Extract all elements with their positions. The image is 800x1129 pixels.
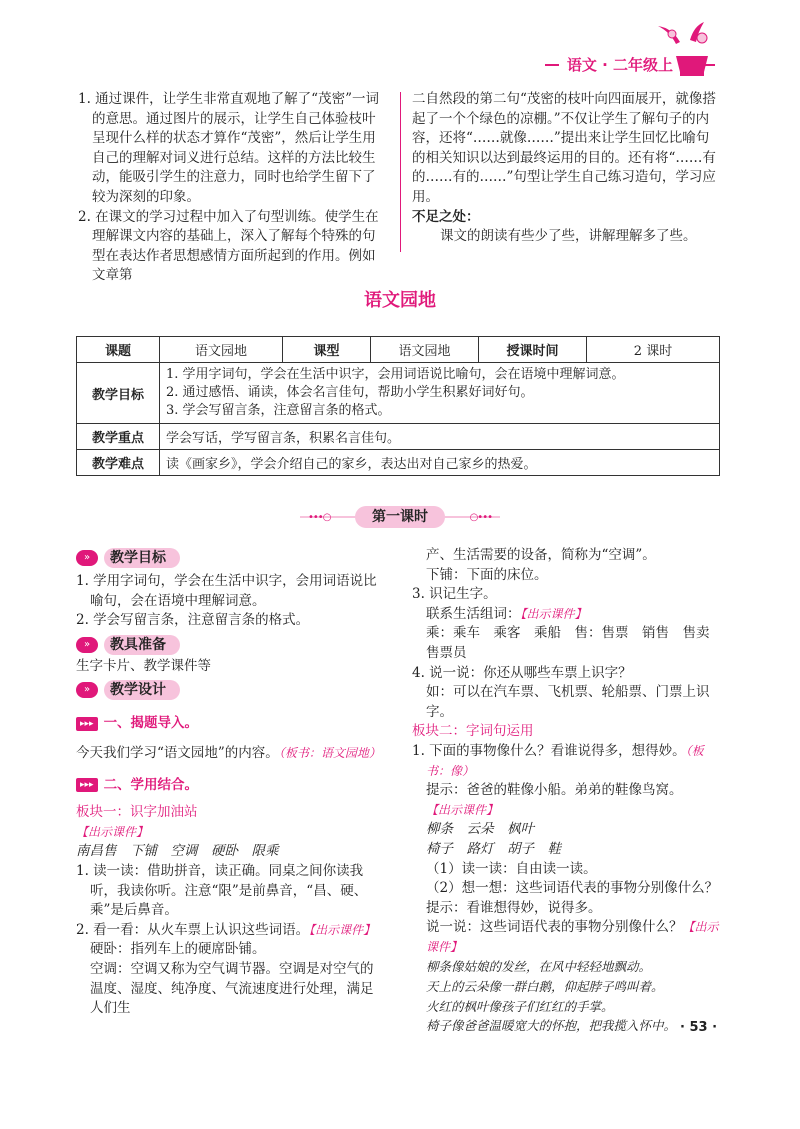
flower-vase-icon xyxy=(640,20,730,80)
lower-left-column xyxy=(76,548,386,1019)
goal-item: 3. 学会写留言条，注意留言条的格式。 xyxy=(166,403,391,418)
cell-topic-label: 课题 xyxy=(77,337,160,363)
arrow-tag-icon: ▸▸▸ xyxy=(76,778,98,792)
banner-label: 第一课时 xyxy=(355,506,445,528)
words-row-a: 柳条 云朵 枫叶 xyxy=(426,821,534,838)
intro-text: 今天我们学习“语文园地”的内容。 xyxy=(76,744,279,761)
def-kongtiao: 空调：空调又称为空气调节器。空调是对空气的温度、湿度、纯净度、气流速度进行处理，满足人们生 xyxy=(90,960,374,1017)
cell-diff: 读《画家乡》，学会介绍自己的家乡，表达出对自己家乡的热爱。 xyxy=(160,450,720,476)
shuo-line xyxy=(412,918,724,957)
section-pill-objectives xyxy=(76,548,386,568)
cell-type-value: 语文园地 xyxy=(371,337,479,363)
courseware-tag: 【出示课件】 xyxy=(309,922,376,937)
tishi-1: 提示：爸爸的鞋像小船。弟弟的鞋像鸟窝。 xyxy=(426,782,683,799)
cheng-words: 乘：乘车 乘客 乘船 售：售票 销售 售卖 售票员 xyxy=(426,625,723,661)
chevron-icon: » xyxy=(76,682,98,698)
chevron-icon: » xyxy=(76,550,98,566)
pill-label: 教学设计 xyxy=(104,680,180,700)
top-left-column xyxy=(78,90,388,286)
courseware-tag: 【出示课件】 xyxy=(76,824,149,839)
tools-text: 生字卡片、教学课件等 xyxy=(76,657,211,674)
lianxi-text: 联系生活组词： xyxy=(426,605,521,622)
pill-label: 教具准备 xyxy=(104,635,180,655)
column-divider xyxy=(400,92,401,252)
shuo-text: 说一说：这些词语代表的事物分别像什么？ xyxy=(426,919,683,936)
step-3: 3. 识记生字。 xyxy=(412,586,497,603)
cell-time-value: 2 课时 xyxy=(587,337,720,363)
step-2-label: 二、学用结合。 xyxy=(103,776,199,793)
example-1: 柳条像姑娘的发丝，在风中轻轻地飘动。 xyxy=(426,959,652,975)
courseware-tag: 【出示课件】 xyxy=(426,802,499,817)
reflection-continued: 二自然段的第二句“茂密的枝叶向四面展开，就像搭起了一个个绿色的凉棚。”不仅让学生了解句子的内容，还将“……就像……”提出来让学生回忆比喻句的相关知识以达到最终运用的目的。还有将“……有的……有的……”句型让学生自己练习造句，学习应用。 xyxy=(412,91,716,205)
intro-line xyxy=(76,744,386,764)
arrow-tag-icon: ▸▸▸ xyxy=(76,717,98,731)
block-2-title: 板块二：字词句运用 xyxy=(412,723,534,740)
shortcoming-label: 不足之处： xyxy=(412,208,480,225)
top-right-column xyxy=(412,90,722,247)
page-number: · 53 · xyxy=(680,1020,718,1035)
lesson-plan-table xyxy=(76,336,720,476)
example-4: 椅子像爸爸温暖宽大的怀抱，把我揽入怀中。 xyxy=(426,1018,677,1034)
q1-sub-a: （1）读一读：自由读一读。 xyxy=(426,860,597,877)
read-step: 1. 读一读：借助拼音，读正确。同桌之间你读我听，我读你听。注意“限”是前鼻音，“昌、硬、乘”是后鼻音。 xyxy=(76,862,368,919)
cell-type-label: 课型 xyxy=(283,337,371,363)
step-2 xyxy=(76,776,386,796)
courseware-tag: 【出示课件】 xyxy=(426,920,719,954)
lianxi-line xyxy=(412,605,724,625)
lesson-banner xyxy=(300,506,500,528)
lower-right-column xyxy=(412,546,724,1036)
chevron-icon: » xyxy=(76,637,98,653)
intro-note: （板书：语文园地） xyxy=(278,745,381,760)
cell-topic-value: 语文园地 xyxy=(160,337,283,363)
courseware-tag: 【出示课件】 xyxy=(520,606,587,621)
banner-dots-right: ○••• xyxy=(469,512,492,523)
def-yingwo: 硬卧：指列车上的硬席卧铺。 xyxy=(90,941,266,958)
def-xiapu: 下铺：下面的床位。 xyxy=(426,566,548,583)
step-1-label: 一、揭题导入。 xyxy=(103,715,199,732)
step-4: 4. 说一说：你还从哪些车票上识字？ xyxy=(412,664,632,681)
goal-item: 1. 学用字词句，学会在生活中识字，会用词语说比喻句，会在语境中理解词意。 xyxy=(166,367,625,382)
cell-key: 学会写话，学写留言条，积累名言佳句。 xyxy=(160,424,720,450)
question-1-text: 1. 下面的事物像什么？看谁说得多，想得妙。 xyxy=(412,742,686,759)
cell-goals-label: 教学目标 xyxy=(77,363,160,424)
goal-item: 2. 通过感悟、诵读，体会名言佳句，帮助小学生积累好词好句。 xyxy=(166,385,534,400)
example-2: 天上的云朵像一群白鹅，仰起脖子鸣叫着。 xyxy=(426,979,664,995)
block-1-title: 板块一：识字加油站 xyxy=(76,804,198,821)
words-line: 南昌售 下铺 空调 硬卧 限乘 xyxy=(76,843,279,860)
tishi-2: 提示：看谁想得妙，说得多。 xyxy=(426,899,602,916)
objective-2: 2. 学会写留言条，注意留言条的格式。 xyxy=(76,612,310,629)
cell-key-label: 教学重点 xyxy=(77,424,160,450)
q1-sub-b: （2）想一想：这些词语代表的事物分别像什么？ xyxy=(426,880,719,897)
cell-goals xyxy=(160,363,720,424)
look-text: 2. 看一看：从火车票上认识这些词语。 xyxy=(76,921,310,938)
objective-1: 1. 学用字词句，学会在生活中识字，会用词语说比喻句，会在语境中理解词意。 xyxy=(76,573,377,609)
section-title: 语文园地 xyxy=(364,290,436,311)
words-row-b: 椅子 路灯 胡子 鞋 xyxy=(426,840,561,857)
reflection-item-2: 2. 在课文的学习过程中加入了句型训练。使学生在理解课文内容的基础上，深入了解每个特殊的句型在表达作者思想感情方面所起到的作用。例如文章第 xyxy=(78,208,379,284)
reflection-item-1: 1. 通过课件，让学生非常直观地了解了“茂密”一词的意思。通过图片的展示，让学生自己体验枝叶呈现什么样的状态才算作“茂密”，然后让学生用自己的理解对词义进行总结。这样的方法比较生动，能吸引学生的注意力，同时也给学生留下了较为深刻的印象。 xyxy=(78,91,379,205)
cell-time-label: 授课时间 xyxy=(479,337,587,363)
question-1-note: （板书：像） xyxy=(426,743,704,778)
ru-line: 如：可以在汽车票、飞机票、轮船票、门票上识字。 xyxy=(426,684,710,720)
pill-label: 教学目标 xyxy=(104,548,180,568)
look-step xyxy=(76,921,386,941)
question-1 xyxy=(412,742,724,781)
example-3: 火红的枫叶像孩子们红红的手掌。 xyxy=(426,998,614,1014)
section-pill-tools xyxy=(76,635,386,655)
section-pill-design xyxy=(76,680,386,700)
shortcoming-text: 课文的朗读有些少了些，讲解理解多了些。 xyxy=(440,228,697,245)
kongtiao-continued: 产、生活需要的设备，简称为“空调”。 xyxy=(426,547,656,563)
cell-diff-label: 教学难点 xyxy=(77,450,160,476)
banner-dots-left: •••○ xyxy=(308,512,331,523)
step-1 xyxy=(76,714,386,734)
header-title: 语文 · 二年级上 xyxy=(559,54,681,75)
